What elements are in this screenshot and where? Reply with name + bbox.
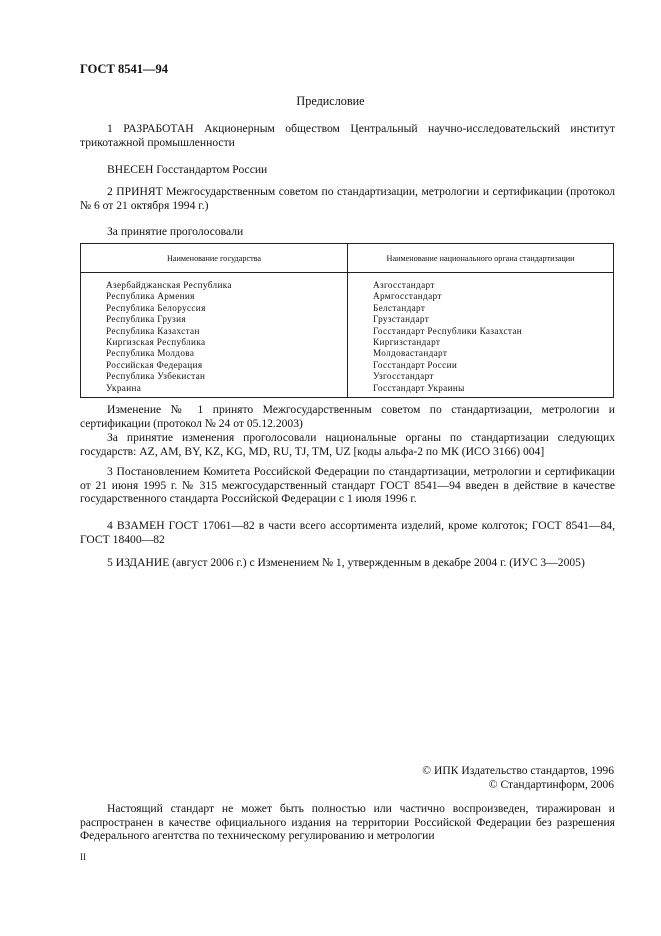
list-item: Госстандарт Республики Казахстан xyxy=(373,325,523,336)
table-header-state: Наименование государства xyxy=(81,244,348,273)
list-item: Госстандарт России xyxy=(373,359,458,370)
paragraph-adopted: 2 ПРИНЯТ Межгосударственным советом по стандартизации, метрологии и сертификации (протокол № 6 от 21 октября 1994 г.) xyxy=(80,185,615,212)
paragraph-voted: За принятие проголосовали xyxy=(107,225,244,238)
page-number: II xyxy=(80,852,86,862)
paragraph-developed: 1 РАЗРАБОТАН Акционерным обществом Центральный научно-исследовательский институт трикотажной промышленности xyxy=(80,122,615,149)
list-item: Грузстандарт xyxy=(373,314,430,325)
list-item: Армгосстандарт xyxy=(373,291,442,302)
list-item: Республика Армения xyxy=(106,291,195,302)
paragraph-replaces: 4 ВЗАМЕН ГОСТ 17061—82 в части всего ассортимента изделий, кроме колготок; ГОСТ 8541—84, ГОСТ 18400—82 xyxy=(80,519,615,546)
list-item: Белстандарт xyxy=(373,302,426,313)
list-item: Российская Федерация xyxy=(106,359,203,370)
list-item: Госстандарт Украины xyxy=(373,382,465,393)
list-item: Азгосстандарт xyxy=(373,280,435,290)
document-code: ГОСТ 8541—94 xyxy=(80,62,169,76)
list-item: Республика Молдова xyxy=(106,348,195,359)
page-title: Предисловие xyxy=(296,94,365,108)
body-column xyxy=(348,273,614,398)
state-column xyxy=(81,273,348,398)
copyright-line-2: © Стандартинформ, 2006 xyxy=(488,778,614,791)
list-item: Узгосстандарт xyxy=(373,371,434,382)
table-header-body: Наименование национального органа стандартизации xyxy=(348,244,614,273)
list-item: Республика Белоруссия xyxy=(106,302,206,313)
list-item: Азербайджанская Республика xyxy=(106,280,232,290)
copyright-line-1: © ИПК Издательство стандартов, 1996 xyxy=(422,764,614,777)
paragraph-enacted: 3 Постановлением Комитета Российской Федерации по стандартизации, метрологии и сертификации от 21 июня 1995 г. № 315 межгосударственный стандарт ГОСТ 8541—94 введен в действие в качестве государственного стандарта Российской Федерации с 1 июля 1996 г. xyxy=(80,465,615,506)
list-item: Республика Узбекистан xyxy=(106,371,206,382)
paragraph-amendment: Изменение № 1 принято Межгосударственным советом по стандартизации, метрологии и сертификации (протокол № 24 от 05.12.2003) xyxy=(80,403,615,430)
list-item: Республика Казахстан xyxy=(106,325,200,336)
list-item: Киргизская Республика xyxy=(106,337,206,348)
paragraph-edition: 5 ИЗДАНИЕ (август 2006 г.) с Изменением № 1, утвержденным в декабре 2004 г. (ИУС 3—2005) xyxy=(107,556,585,569)
list-item: Украина xyxy=(106,382,142,393)
table-row xyxy=(81,273,614,398)
list-item: Киргизстандарт xyxy=(373,337,441,348)
list-item: Молдовастандарт xyxy=(373,348,448,359)
paragraph-amendment-voted: За принятие изменения проголосовали национальные органы по стандартизации следующих государств: AZ, AM, BY, KZ, KG, MD, RU, TJ, TM, UZ [коды альфа-2 по МК (ИСО 3166) 004] xyxy=(80,431,615,458)
list-item: Республика Грузия xyxy=(106,314,186,325)
reproduction-notice: Настоящий стандарт не может быть полностью или частично воспроизведен, тиражирован и распространен в качестве официального издания на территории Российской Федерации без разрешения Федерального агентства по техническому регулированию и метрологии xyxy=(80,802,615,843)
voting-table xyxy=(80,243,614,398)
paragraph-introduced: ВНЕСЕН Госстандартом России xyxy=(107,163,268,176)
table-header-row xyxy=(81,244,614,273)
